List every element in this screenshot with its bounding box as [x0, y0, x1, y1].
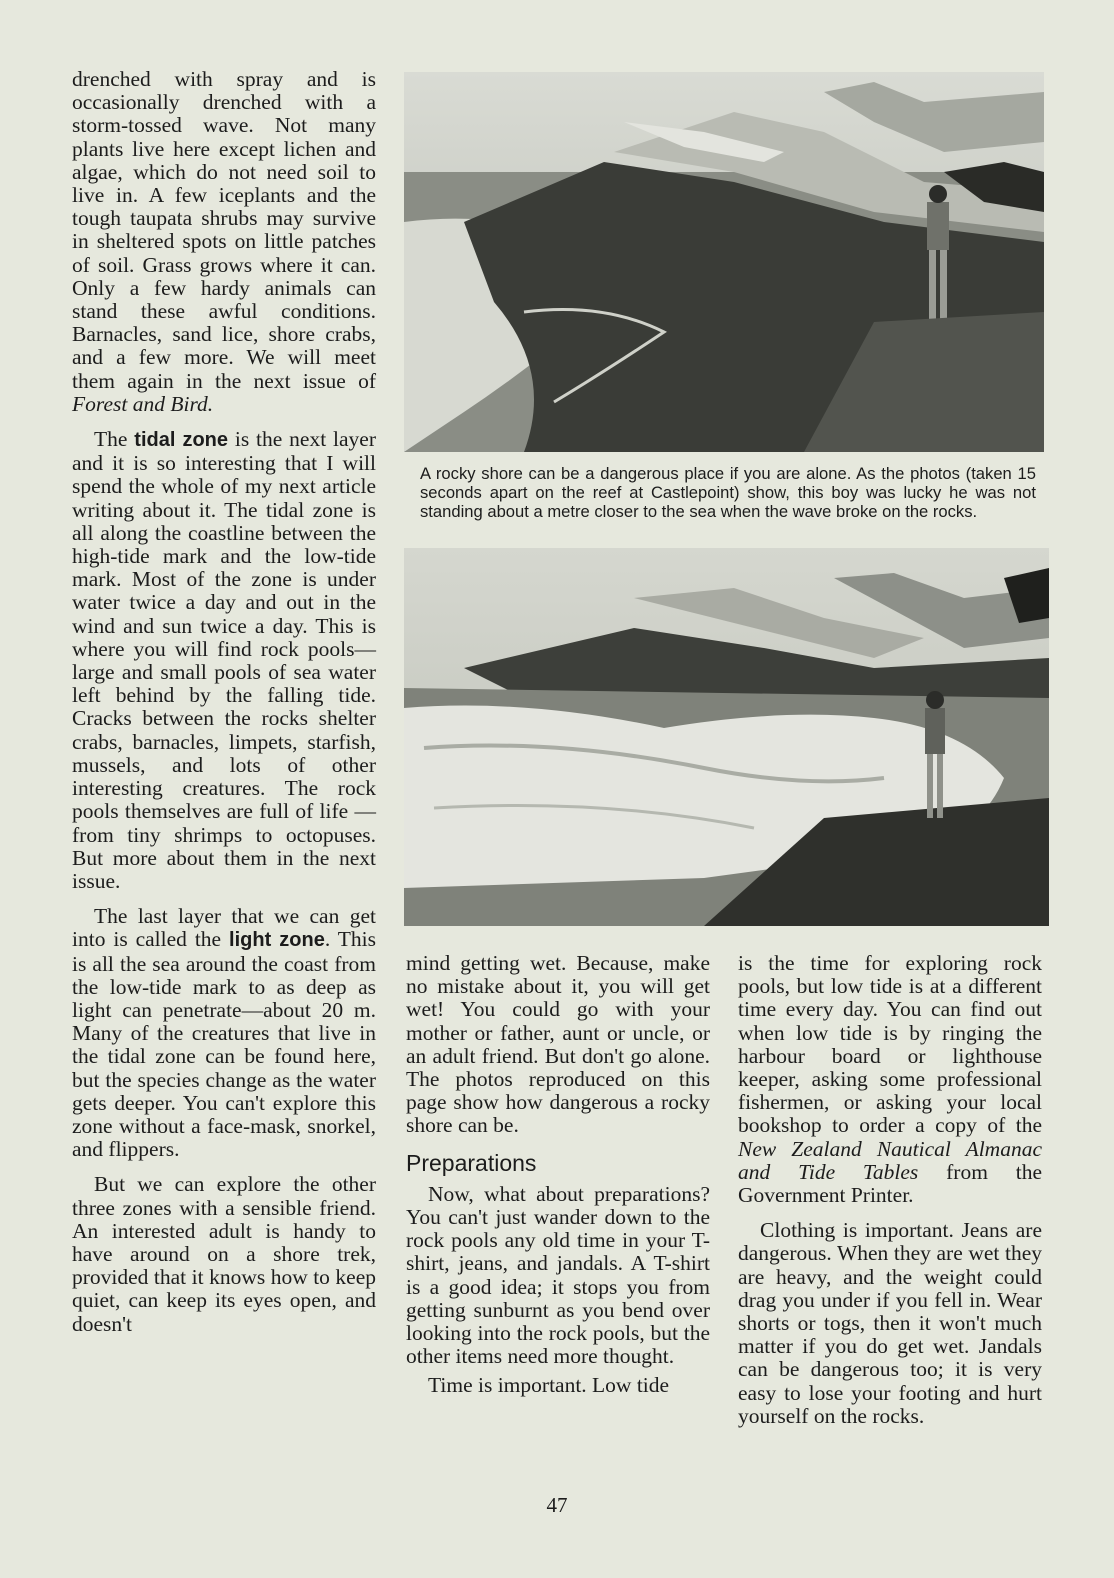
right-p1-start: is the time for exploring rock pools, but low tide is at a different time every day. You can find out when low tide is by ringing the harbour board or lighthouse keeper, asking some professional fishermen, or asking your local bookshop to order a copy of the: [738, 951, 1042, 1138]
left-paragraph-2: [72, 428, 376, 893]
almanac-title: New Zealand Nautical Almanac and Tide Tables: [738, 1136, 1042, 1184]
left-p2-start: The: [94, 427, 128, 452]
left-p3-start: The last layer that we can get into is called the: [72, 904, 376, 952]
right-paragraph-2: Clothing is important. Jeans are dangerous. When they are wet they are heavy, and the weight could drag you under if you fell in. Wear shorts or togs, then it won't much matter if you do get wet. Jandals can be dangerous too; it is very easy to lose your footing and hurt yourself on the rocks.: [738, 1218, 1042, 1428]
middle-text-column: [406, 952, 710, 1398]
middle-paragraph-1: mind getting wet. Because, make no mistake about it, you will get wet! You could go with your mother or father, aunt or uncle, or an adult friend. But don't go alone. The photos reproduced on this page show how dangerous a rocky shore can be.: [406, 951, 710, 1138]
middle-paragraph-2: Now, what about preparations? You can't just wander down to the rock pools any old time in your T-shirt, jeans, and jandals. A T-shirt is a good idea; it stops you from getting sunburnt as you bend over looking into the rock pools, but the other items need more thought.: [406, 1181, 710, 1369]
right-text-column: [738, 952, 1042, 1428]
right-p1-end: from the Government Printer.: [738, 1159, 1043, 1208]
middle-paragraph-3: Time is important. Low tide: [428, 1373, 670, 1398]
rocky-shore-photo-wave-breaking: [404, 548, 1049, 926]
left-p3-rest: . This is all the sea around the coast from the low-tide mark to as deep as light can penetrate—about 20 m. Many of the creatures that live in the tidal zone can be found here, but the species change as the water gets deeper. You can't explore this zone without a face-mask, snorkel, and flippers.: [72, 927, 376, 1162]
section-heading-preparations: Preparations: [406, 1149, 537, 1176]
left-p2-rest: is the next layer and it is so interesting that I will spend the whole of my next article writing about it. The tidal zone is all along the coastline between the high-tide mark and the low-tide mark. Most of the zone is under water twice a day and out in the wind and sun twice a day. This is where you will find rock pools—large and small pools of sea water left behind by the falling tide. Cracks between the rocks shelter crabs, barnacles, limpets, starfish, mussels, and lots of other interesting creatures. The rock pools themselves are full of life — from tiny shrimps to octopuses. But more about them in the next issue.: [72, 427, 377, 893]
magazine-title: Forest and Bird.: [72, 391, 214, 416]
light-zone-term: light zone: [229, 929, 325, 952]
photo-caption: A rocky shore can be a dangerous place if you are alone. As the photos (taken 15 seconds apart on the reef at Castlepoint) show, this boy was lucky he was not standing about a metre closer to the sea when the wave broke on the rocks.: [420, 464, 1036, 521]
right-paragraph-1: [738, 952, 1042, 1207]
left-text-column: [72, 68, 376, 1336]
left-p1-text: drenched with spray and is occasionally drenched with a storm-tossed wave. Not many plants live here except lichen and algae, which do not need soil to live in. A few iceplants and the tough taupata shrubs may survive in sheltered spots on little patches of soil. Grass grows where it can. Only a few hardy animals can stand these awful conditions. Barnacles, sand lice, shore crabs, and a few more. We will meet them again in the next issue of: [72, 67, 376, 393]
left-paragraph-3: [72, 905, 376, 1161]
rocky-shore-photo-before-wave: [404, 72, 1044, 452]
left-paragraph-1: [72, 68, 376, 416]
page-number: 47: [546, 1493, 568, 1517]
left-paragraph-4: But we can explore the other three zones with a sensible friend. An interested adult is handy to have around on a shore trek, provided that it knows how to keep quiet, can keep its eyes open, and doesn't: [72, 1172, 376, 1336]
tidal-zone-term: tidal zone: [134, 429, 228, 452]
